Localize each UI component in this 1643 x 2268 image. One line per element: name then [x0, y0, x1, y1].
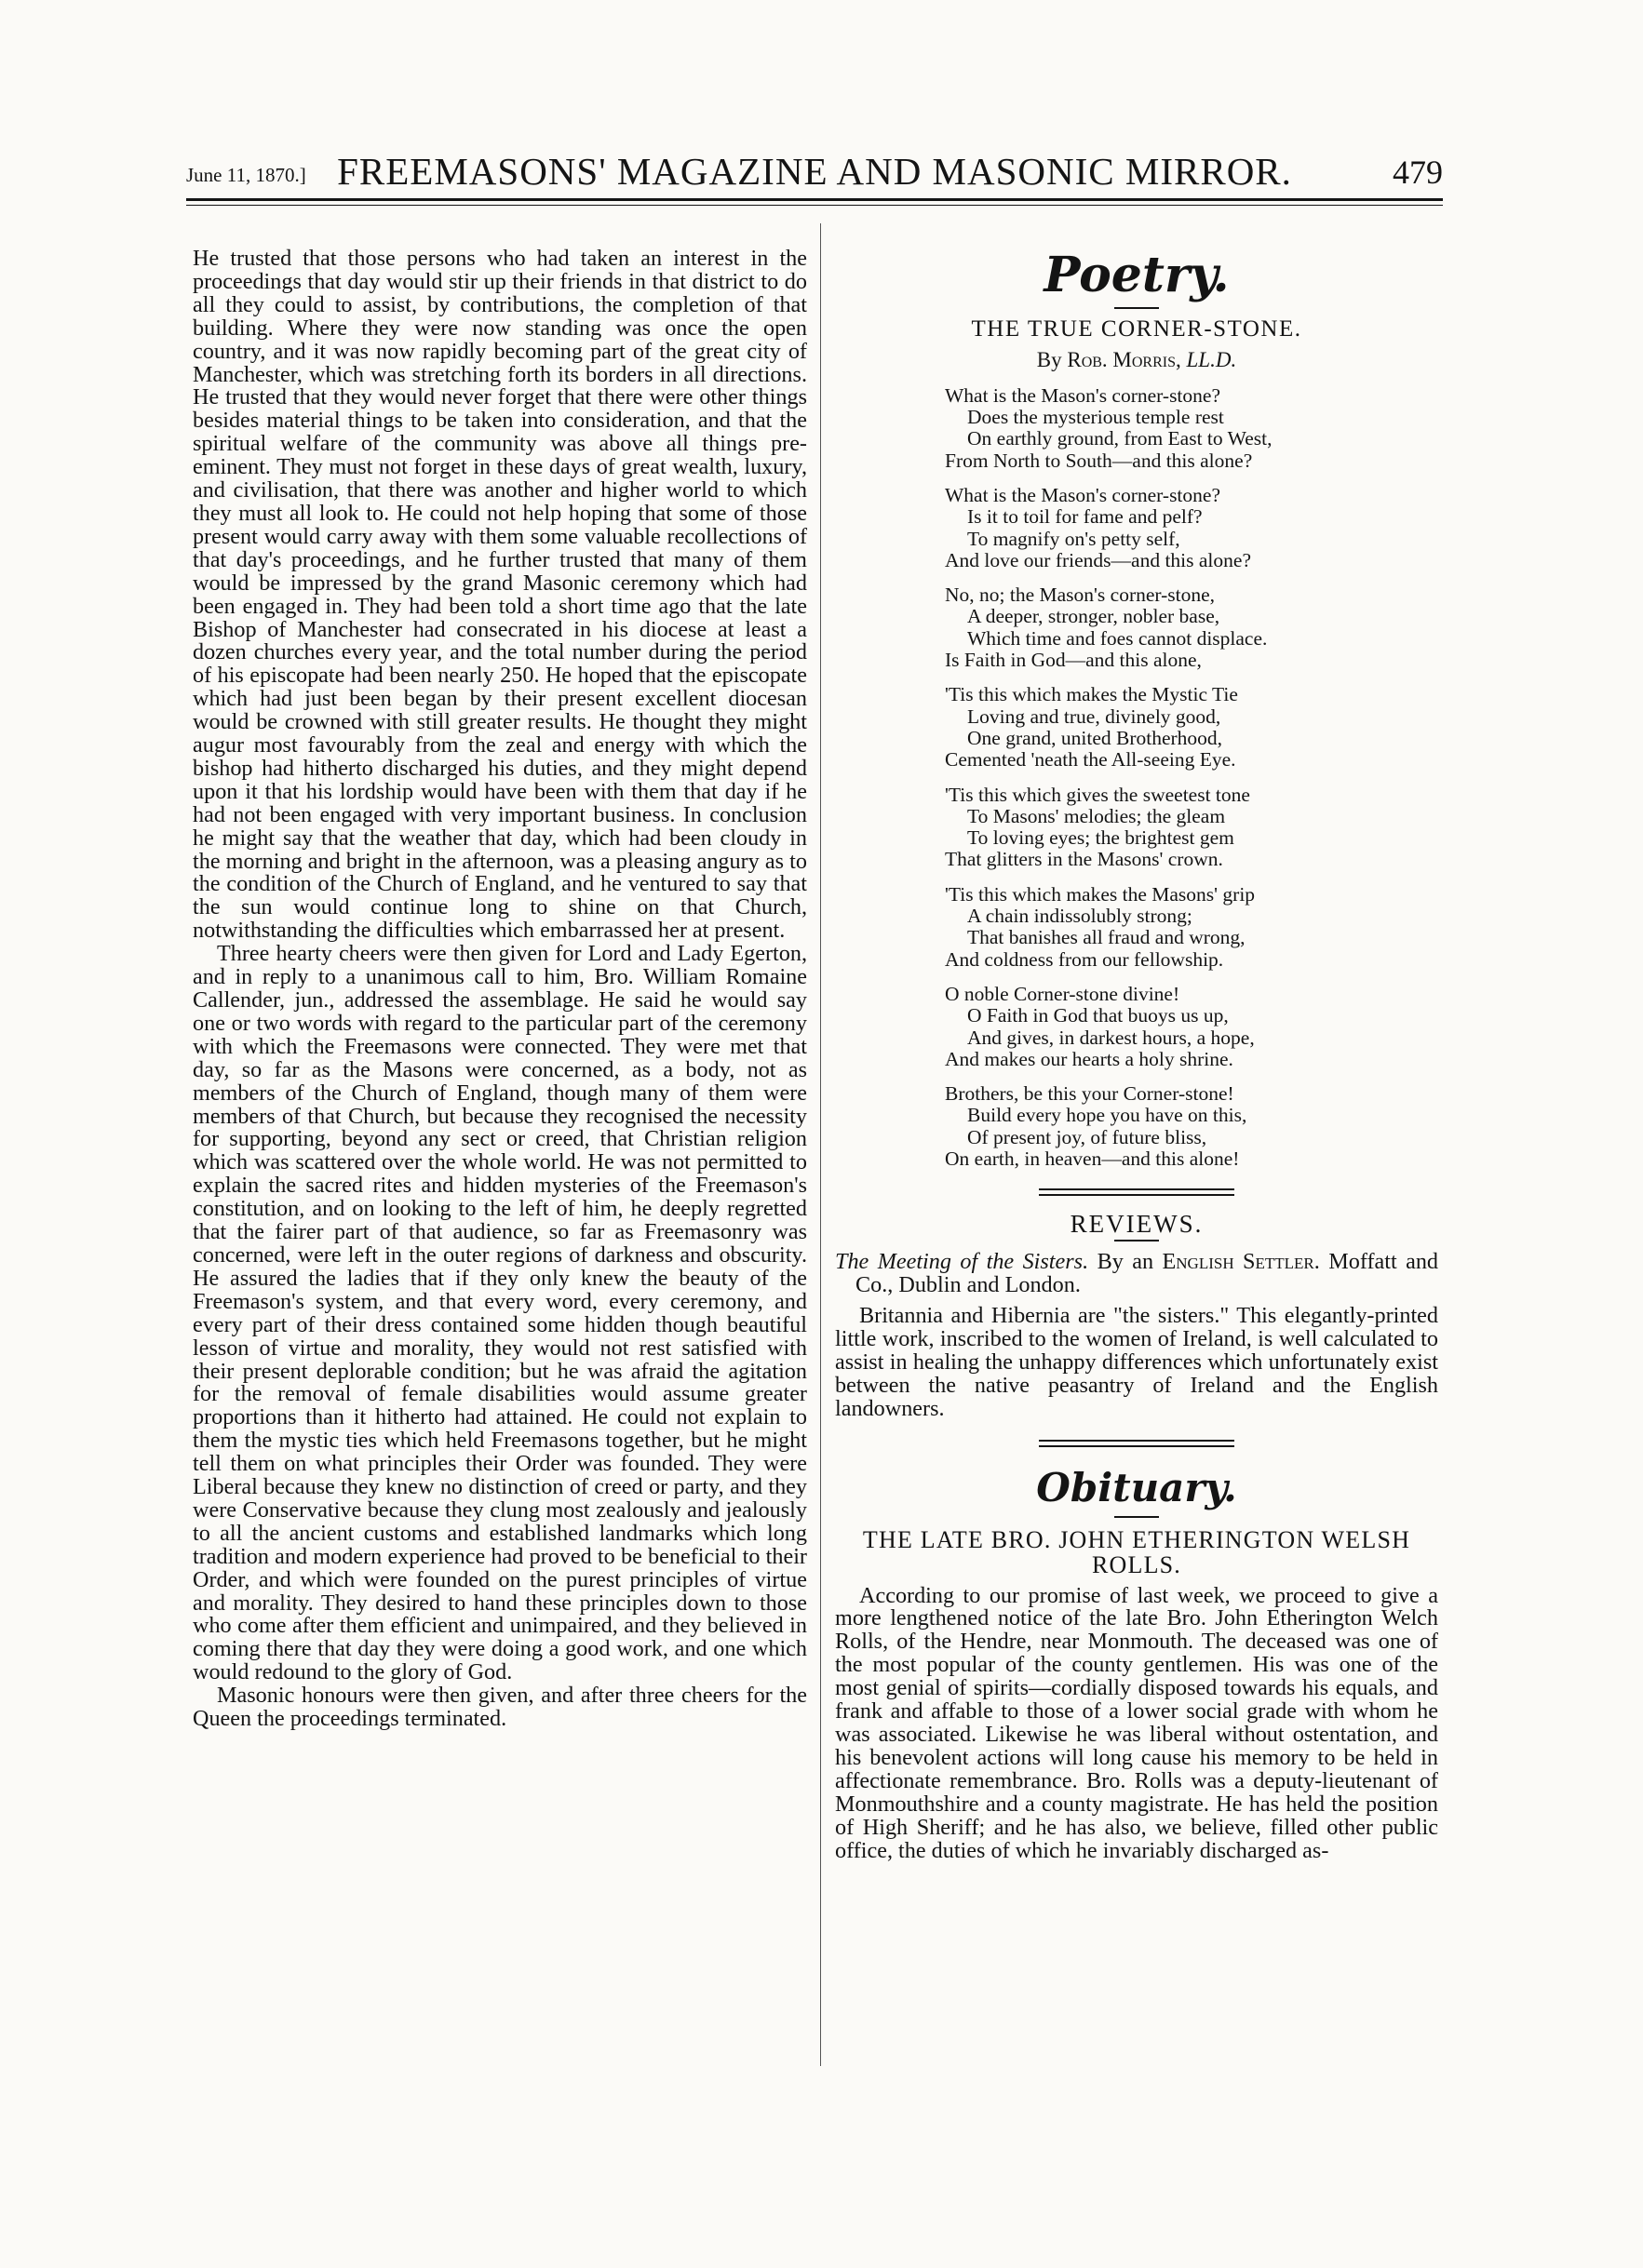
poem-line: On earthly ground, from East to West,: [967, 427, 1273, 450]
review-book-by: By an: [1097, 1249, 1154, 1275]
poem-line: That banishes all fraud and wrong,: [967, 926, 1246, 949]
review-citation: [835, 1251, 1438, 1297]
poem-line: And love our friends—and this alone?: [945, 548, 1251, 571]
poem-line: Loving and true, divinely good,: [967, 705, 1221, 728]
poem-line: And coldness from our fellowship.: [945, 947, 1224, 971]
section-separator: [1039, 1188, 1234, 1196]
poem-line: O noble Corner-stone divine!: [945, 982, 1180, 1005]
header-rule-thin: [186, 205, 1443, 206]
obituary-title: THE LATE BRO. JOHN ETHERINGTON WELSH ROLLS.: [862, 1525, 1411, 1578]
poem-stanza: [945, 584, 1438, 671]
column-divider: [820, 223, 821, 2066]
poem-line: From North to South—and this alone?: [945, 449, 1253, 472]
poem-stanza: [945, 1083, 1438, 1170]
poem-line: That glitters in the Masons' crown.: [945, 848, 1223, 871]
poem-line: 'Tis this which makes the Mystic Tie: [945, 683, 1238, 706]
review-text: Britannia and Hibernia are "the sisters." This elegantly-printed little work, inscribed to the women of Ireland, is well calculated to assist in healing the unhappy differences which unfortunately exist between the native peasantry of Ireland and the English landowners.: [835, 1303, 1438, 1421]
section-separator-2: [1039, 1440, 1234, 1447]
right-column: [835, 248, 1438, 1862]
poem-line: 'Tis this which makes the Masons' grip: [945, 882, 1256, 906]
poem-line: To Masons' melodies; the gleam: [967, 804, 1226, 827]
poem-line: O Faith in God that buoys us up,: [967, 1004, 1229, 1027]
poetry-heading: Poetry.: [1044, 247, 1230, 303]
review-book-title: The Meeting of the Sisters.: [835, 1249, 1089, 1275]
poem-stanza: [945, 684, 1438, 771]
poem-line: To loving eyes; the brightest gem: [967, 826, 1234, 850]
review-book-author: English Settler.: [1162, 1249, 1320, 1275]
poem-line: What is the Mason's corner-stone?: [945, 383, 1220, 407]
poem-line: Which time and foes cannot displace.: [967, 626, 1268, 650]
poem-author: Rob. Morris,: [1067, 347, 1181, 371]
poem-line: A deeper, stronger, nobler base,: [967, 605, 1220, 628]
poem-stanza: [945, 884, 1438, 971]
poem-line: Does the mysterious temple rest: [967, 406, 1224, 429]
poetry-dash: [1114, 307, 1159, 309]
magazine-title: FREEMASONS' MAGAZINE AND MASONIC MIRROR.: [337, 150, 1292, 193]
reviews-heading: REVIEWS.: [1070, 1210, 1204, 1239]
page-number: 479: [1393, 154, 1443, 191]
article-paragraph-2: Three hearty cheers were then given for Lord and Lady Egerton, and in reply to a unanimous call to him, Bro. William Romaine Callender, jun., addressed the assemblage. He said he would say one or two words with regard to the particular part of the ceremony with which the Freemasons were connected. They were met that day, so far as the Masons were concerned, as a body, not as members of the Church of England, though many of them were members of that Church, but because they recognised the necessity for supporting, beyond any sect or creed, that Christian religion which was scattered over the whole world. He was not permitted to explain the sacred rites and hidden mysteries of the Freemason's constitution, and on looking to the left of him, he deeply regretted that the fairer part of that audience, so far as Freemasonry was concerned, were left in the outer regions of darkness and obscurity. He assured the ladies that if they only knew the beauty of the Freemason's system, and that every word, every ceremony, and every part of their dress contained some hidden though beautiful lesson of virtue and morality, they would not rest satisfied with their present deplorable condition; but he was afraid the agitation for the removal of female disabilities would assume greater proportions than it hitherto had attained. He could not explain to them the mystic ties which held Freemasons together, but he might tell them on what principles their Order was founded. They were Liberal because they knew no distinction of creed or party, and they were Conservative because they clung most zealously and jealously to all the ancient customs and established landmarks which long tradition and modern experience had proved to be beneficial to their Order, and which were founded on the purest principles of virtue and morality. They desired to hand these principles down to those who come after them efficient and unimpaired, and they believed in coming there that day they were doing a good work, and one which would redound to the glory of God.: [193, 941, 807, 1685]
poem-stanza: [945, 984, 1438, 1070]
poem-line: 'Tis this which gives the sweetest tone: [945, 783, 1250, 806]
poem-line: On earth, in heaven—and this alone!: [945, 1147, 1240, 1171]
poem-stanza: [945, 785, 1438, 871]
obituary-heading: Obituary.: [1036, 1464, 1237, 1510]
page-header: [186, 149, 1443, 193]
poem-line: Build every hope you have on this,: [967, 1104, 1247, 1127]
poem-line: To magnify on's petty self,: [967, 527, 1180, 550]
article-paragraph-1: He trusted that those persons who had taken an interest in the proceedings that day would stir up their friends in that district to do all they could to assist, by contributions, the completion of that building. Where they were now standing was once the open country, and it was now rapidly becoming part of the great city of Manchester, which was stretching forth its borders in all directions. He trusted that they would never forget that there were other things besides material things to be taken into consideration, and that the spiritual welfare of the community was above all things pre-eminent. They must not forget in these days of great wealth, luxury, and civilisation, that there was another and higher world to which they must all look to. He could not help hoping that some of those present would carry away with them some valuable recollections of that day's proceedings, and he further trusted that many of them would be impressed by the grand Masonic ceremony which had been engaged in. They had been told a short time ago that the late Bishop of Manchester had consecrated in his diocese at least a dozen churches every year, and the total number during the period of his episcopate had been nearly 250. He hoped that the episcopate which had just been began by their present excellent diocesan would be crowned with still greater results. He thought they might augur most favourably from the zeal and energy with which the bishop had hitherto discharged his duties, and they might depend upon it that his lordship would have been with them that day if he had not been engaged with very important business. In conclusion he might say that the weather that day, which had been cloudy in the morning and bright in the afternoon, was a pleasing angury as to the condition of the Church of England, and he ventured to say that the sun would continue long to shine on that Church, notwithstanding the difficulties which embarrassed her at present.: [193, 246, 807, 944]
poem-line: A chain indissolubly strong;: [967, 905, 1192, 928]
left-column: [193, 248, 807, 1731]
article-paragraph-3: Masonic honours were then given, and after three cheers for the Queen the proceedings terminated.: [193, 1683, 807, 1732]
review-publisher: Moffatt and Co., Dublin and London.: [855, 1249, 1439, 1298]
obituary-text: According to our promise of last week, we proceed to give a more lengthened notice of the late Bro. John Etherington Welch Rolls, of the Hendre, near Monmouth. The deceased was one of the most popular of the county gentlemen. His was one of the most genial of spirits—cordially disposed towards his equals, and frank and affable to those of a lower social grade with whom he was associated. Likewise he was liberal without ostentation, and his benevolent actions will long cause his memory to be held in affectionate remembrance. Bro. Rolls was a deputy-lieutenant of Monmouthshire and a county magistrate. He has held the position of High Sheriff; and he has also, we believe, filled other public office, the duties of which he invariably discharged as-: [835, 1582, 1438, 1863]
issue-date: June 11, 1870.]: [186, 164, 306, 186]
poem-title: THE TRUE CORNER-STONE.: [971, 316, 1302, 342]
poem-line: Brothers, be this your Corner-stone!: [945, 1082, 1234, 1106]
poem-line: No, no; the Mason's corner-stone,: [945, 584, 1216, 607]
byline-prefix: By: [1036, 347, 1062, 371]
poem-line: Is it to toil for fame and pelf?: [967, 505, 1203, 529]
poem-stanzas: [835, 385, 1438, 1171]
poem-line: Cemented 'neath the All-seeing Eye.: [945, 748, 1236, 772]
poem-line: Of present joy, of future bliss,: [967, 1125, 1207, 1148]
header-rule-thick: [186, 198, 1443, 201]
poem-line: One grand, united Brotherhood,: [967, 726, 1223, 749]
poem-line: Is Faith in God—and this alone,: [945, 649, 1202, 672]
reviews-dash: [1114, 1240, 1159, 1241]
poem-line: And makes our hearts a holy shrine.: [945, 1047, 1233, 1070]
poem-line: And gives, in darkest hours, a hope,: [967, 1026, 1255, 1049]
poem-line: What is the Mason's corner-stone?: [945, 484, 1220, 506]
poem-stanza: [945, 485, 1438, 571]
poem-byline: [835, 349, 1438, 372]
poem-stanza: [945, 385, 1438, 472]
poem-author-degree: LL.D.: [1186, 347, 1237, 371]
obituary-dash: [1114, 1516, 1159, 1518]
